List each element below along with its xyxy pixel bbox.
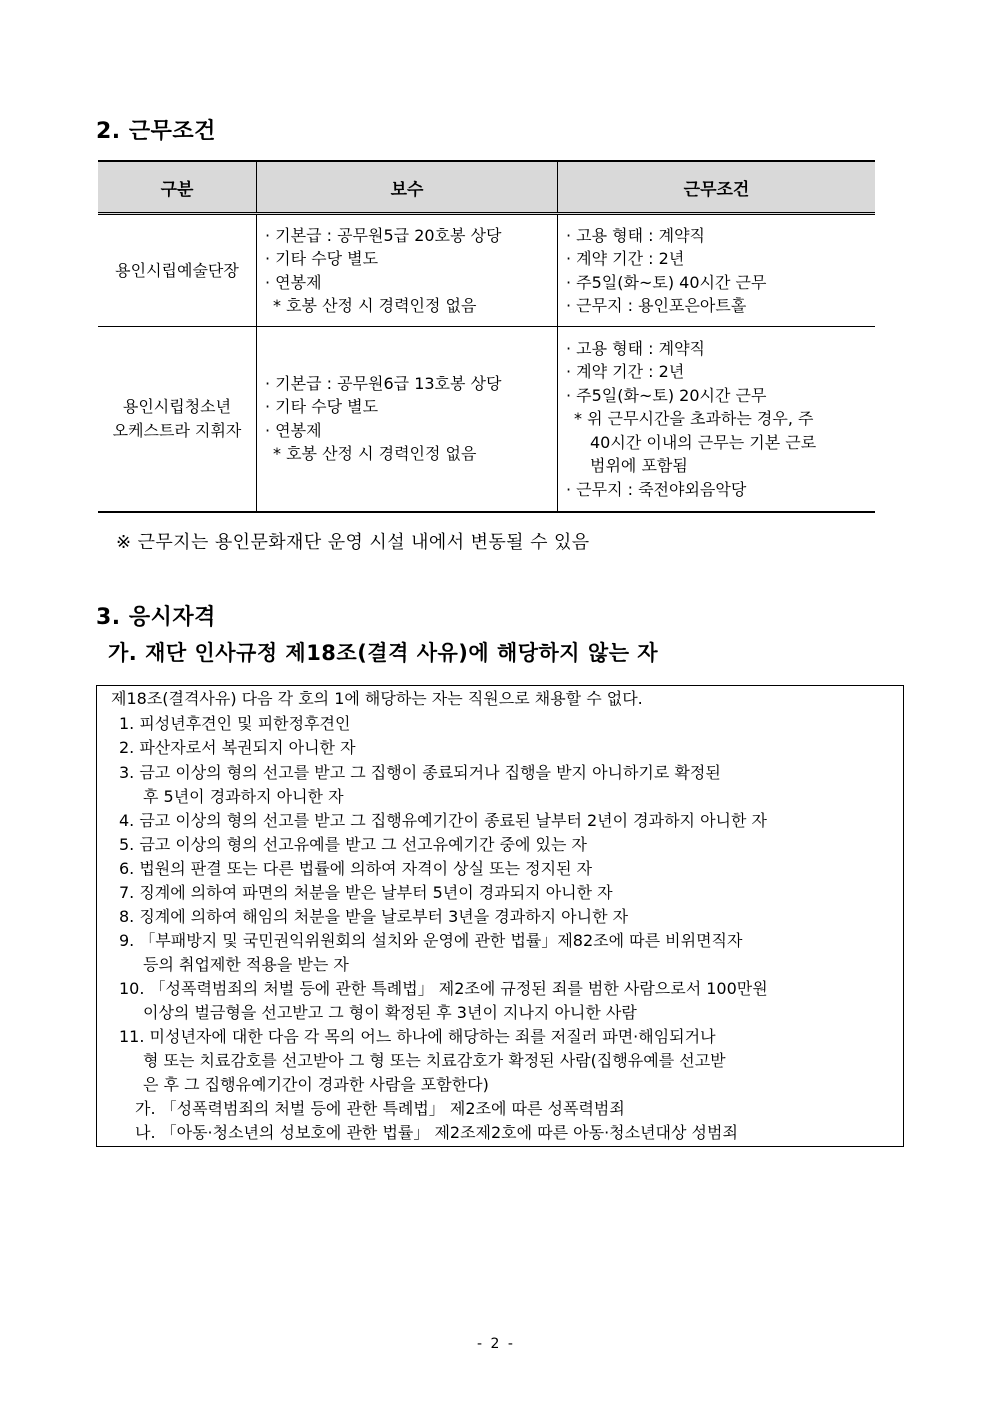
pay-note: * 호봉 산정 시 경력인정 없음 [273, 444, 477, 464]
list-item-cont: 은 후 그 집행유예기간이 경과한 사람을 포함한다) [143, 1075, 489, 1094]
condition-line: · 계약 기간 : 2년 [566, 249, 685, 268]
condition-line: · 근무지 : 용인포은아트홀 [566, 296, 747, 315]
list-item: 7. 징계에 의하여 파면의 처분을 받은 날부터 5년이 경과되지 아니한 자 [119, 883, 613, 902]
list-item: 8. 징계에 의하여 해임의 처분을 받을 날로부터 3년을 경과하지 아니한 자 [119, 907, 629, 926]
row-pay [257, 327, 558, 512]
list-item: 1. 피성년후견인 및 피한정후견인 [119, 714, 351, 733]
header-conditions: 근무조건 [558, 161, 876, 214]
table-row [98, 327, 875, 512]
list-item: 10. 「성폭력범죄의 처벌 등에 관한 특례법」 제2조에 규정된 죄를 범한 사람으로서 100만원 [119, 979, 768, 998]
section-3-subtitle: 가. 재단 인사규정 제18조(결격 사유)에 해당하지 않는 자 [108, 641, 659, 665]
list-item-cont: 이상의 벌금형을 선고받고 그 형이 확정된 후 3년이 지나지 아니한 사람 [143, 1003, 637, 1022]
workplace-note: ※ 근무지는 용인문화재단 운영 시설 내에서 변동될 수 있음 [116, 532, 590, 553]
table-header-row [98, 161, 875, 214]
row-pay [257, 214, 558, 327]
section-3-title: 3. 응시자격 [96, 605, 216, 630]
list-item-cont: 등의 취업제한 적용을 받는 자 [143, 955, 349, 974]
condition-note: * 위 근무시간을 초과하는 경우, 주 [574, 409, 814, 428]
row-category [98, 327, 257, 512]
list-item: 4. 금고 이상의 형의 선고를 받고 그 집행유예기간이 종료된 날부터 2년이 경과하지 아니한 자 [119, 811, 767, 830]
row-conditions [558, 214, 876, 327]
pay-line: · 기본급 : 공무원5급 20호봉 상당 [265, 225, 502, 245]
sub-item: 나. 「아동·청소년의 성보호에 관한 법률」 제2조제2호에 따른 아동·청소년대상 성범죄 [135, 1123, 738, 1142]
list-item-cont: 형 또는 치료감호를 선고받아 그 형 또는 치료감호가 확정된 사람(집행유예를 선고받 [143, 1051, 726, 1070]
sub-item: 가. 「성폭력범죄의 처벌 등에 관한 특례법」 제2조에 따른 성폭력범죄 [135, 1099, 625, 1118]
category-name: 오케스트라 지휘자 [112, 420, 242, 440]
category-name: 용인시립예술단장 [115, 260, 239, 280]
list-item: 5. 금고 이상의 형의 선고유예를 받고 그 선고유예기간 중에 있는 자 [119, 835, 587, 854]
page-number: - 2 - [477, 1336, 515, 1352]
pay-line: · 기타 수당 별도 [265, 397, 379, 417]
pay-line: · 연봉제 [265, 420, 322, 440]
header-category: 구분 [98, 161, 257, 214]
list-item: 6. 법원의 판결 또는 다른 법률에 의하여 자격이 상실 또는 정지된 자 [119, 859, 593, 878]
category-name: 용인시립청소년 [122, 396, 232, 416]
list-item: 3. 금고 이상의 형의 선고를 받고 그 집행이 종료되거나 집행을 받지 아니하기로 확정된 [119, 763, 721, 782]
row-conditions [558, 327, 876, 512]
list-item: 11. 미성년자에 대한 다음 각 목의 어느 하나에 해당하는 죄를 저질러 파면·해임되거나 [119, 1027, 716, 1046]
section-2-title: 2. 근무조건 [96, 119, 216, 144]
condition-line: · 고용 형태 : 계약직 [566, 338, 706, 358]
condition-note: 40시간 이내의 근무는 기본 근로 [590, 432, 817, 452]
disqualification-box [96, 685, 904, 1147]
pay-line: · 기타 수당 별도 [265, 249, 379, 268]
header-pay: 보수 [257, 161, 558, 214]
row-category [98, 214, 257, 327]
pay-line: · 연봉제 [265, 272, 322, 292]
list-item: 2. 파산자로서 복권되지 아니한 자 [119, 738, 356, 757]
condition-line: · 주5일(화~토) 40시간 근무 [566, 272, 767, 292]
work-conditions-table [98, 160, 875, 513]
pay-note: * 호봉 산정 시 경력인정 없음 [273, 296, 477, 315]
table-row [98, 214, 875, 327]
condition-line: · 근무지 : 죽전야외음악당 [566, 479, 747, 499]
pay-line: · 기본급 : 공무원6급 13호봉 상당 [265, 373, 502, 393]
condition-line: · 고용 형태 : 계약직 [566, 225, 706, 245]
condition-line: · 주5일(화~토) 20시간 근무 [566, 385, 767, 405]
condition-note: 범위에 포함됨 [590, 456, 688, 475]
list-item: 9. 「부패방지 및 국민권익위원회의 설치와 운영에 관한 법률」제82조에 따른 비위면직자 [119, 931, 743, 950]
list-item-cont: 후 5년이 경과하지 아니한 자 [143, 787, 344, 806]
article-intro: 제18조(결격사유) 다음 각 호의 1에 해당하는 자는 직원으로 채용할 수 없다. [111, 689, 643, 708]
condition-line: · 계약 기간 : 2년 [566, 362, 685, 381]
